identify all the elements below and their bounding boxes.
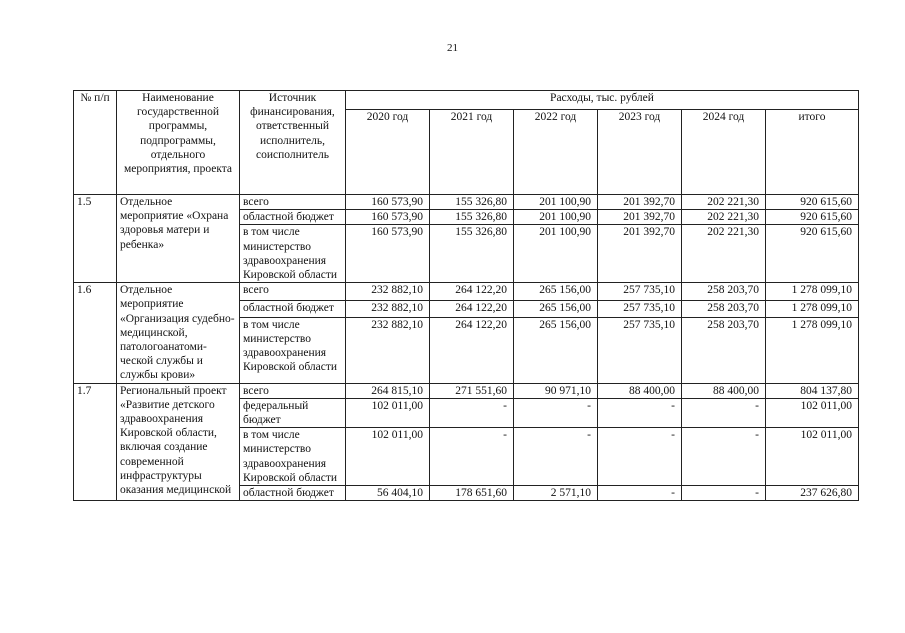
year-value: 271 551,60	[430, 383, 514, 398]
year-value: -	[430, 428, 514, 486]
year-value: -	[598, 428, 682, 486]
funding-source: всего	[240, 195, 346, 210]
total-value: 1 278 099,10	[766, 300, 859, 317]
year-value: 264 122,20	[430, 317, 514, 383]
year-value: 232 882,10	[346, 283, 430, 300]
year-value: 258 203,70	[682, 300, 766, 317]
total-value: 920 615,60	[766, 195, 859, 210]
funding-source: в том числе министерство здравоохранения Кировской области	[240, 428, 346, 486]
year-value: 265 156,00	[514, 283, 598, 300]
year-value: 201 392,70	[598, 210, 682, 225]
total-value: 1 278 099,10	[766, 317, 859, 383]
year-value: 264 122,20	[430, 283, 514, 300]
year-value: 201 392,70	[598, 195, 682, 210]
header-year: 2020 год	[346, 110, 430, 195]
year-value: -	[598, 398, 682, 427]
header-year: 2022 год	[514, 110, 598, 195]
year-value: -	[514, 398, 598, 427]
item-name: Региональный проект «Развитие детского здравоохранения Кировской области, включая создание современной инфраструктуры оказания медицинской	[117, 383, 240, 501]
year-value: 155 326,80	[430, 225, 514, 283]
year-value: 102 011,00	[346, 398, 430, 427]
year-value: 201 100,90	[514, 195, 598, 210]
item-name: Отдельное мероприятие «Охрана здоровья матери и ребенка»	[117, 195, 240, 283]
item-number: 1.6	[74, 283, 117, 383]
page-number: 21	[447, 42, 458, 54]
table-row	[74, 283, 859, 300]
total-value: 102 011,00	[766, 428, 859, 486]
year-value: -	[682, 398, 766, 427]
header-year: 2021 год	[430, 110, 514, 195]
year-value: -	[682, 428, 766, 486]
year-value: -	[598, 486, 682, 501]
year-value: 201 100,90	[514, 210, 598, 225]
item-number: 1.7	[74, 383, 117, 501]
year-value: 102 011,00	[346, 428, 430, 486]
year-value: 155 326,80	[430, 195, 514, 210]
year-value: 155 326,80	[430, 210, 514, 225]
year-value: -	[514, 428, 598, 486]
table-row	[74, 195, 859, 210]
funding-source: областной бюджет	[240, 486, 346, 501]
funding-source: федеральный бюджет	[240, 398, 346, 427]
year-value: 202 221,30	[682, 195, 766, 210]
header-year: 2023 год	[598, 110, 682, 195]
funding-source: всего	[240, 283, 346, 300]
header-program-name: Наименование государственной программы, подпрограммы, отдельного мероприятия, проекта	[117, 91, 240, 195]
year-value: 88 400,00	[682, 383, 766, 398]
header-expenses: Расходы, тыс. рублей	[346, 91, 859, 110]
header-row	[74, 91, 859, 110]
header-funding-source: Источник финансирования, ответственный исполнитель, соисполнитель	[240, 91, 346, 195]
funding-source: всего	[240, 383, 346, 398]
year-value: 264 122,20	[430, 300, 514, 317]
header-number: № п/п	[74, 91, 117, 195]
year-value: 160 573,90	[346, 225, 430, 283]
year-value: 160 573,90	[346, 210, 430, 225]
total-value: 920 615,60	[766, 210, 859, 225]
funding-source: областной бюджет	[240, 300, 346, 317]
year-value: 201 392,70	[598, 225, 682, 283]
header-total: итого	[766, 110, 859, 195]
year-value: 264 815,10	[346, 383, 430, 398]
year-value: 90 971,10	[514, 383, 598, 398]
year-value: 2 571,10	[514, 486, 598, 501]
total-value: 102 011,00	[766, 398, 859, 427]
year-value: 232 882,10	[346, 300, 430, 317]
year-value: 202 221,30	[682, 210, 766, 225]
budget-table	[73, 90, 859, 501]
total-value: 804 137,80	[766, 383, 859, 398]
year-value: 202 221,30	[682, 225, 766, 283]
year-value: 160 573,90	[346, 195, 430, 210]
total-value: 237 626,80	[766, 486, 859, 501]
year-value: -	[430, 398, 514, 427]
item-number: 1.5	[74, 195, 117, 283]
year-value: 201 100,90	[514, 225, 598, 283]
year-value: 258 203,70	[682, 317, 766, 383]
funding-source: в том числе министерство здравоохранения Кировской области	[240, 317, 346, 383]
year-value: 56 404,10	[346, 486, 430, 501]
year-value: 178 651,60	[430, 486, 514, 501]
year-value: 88 400,00	[598, 383, 682, 398]
header-year: 2024 год	[682, 110, 766, 195]
funding-source: в том числе министерство здравоохранения Кировской области	[240, 225, 346, 283]
year-value: 265 156,00	[514, 300, 598, 317]
table-row	[74, 383, 859, 398]
item-name: Отдельное мероприятие «Организация судебно-медицинской, патологоанатоми-ческой службы и службы крови»	[117, 283, 240, 383]
total-value: 1 278 099,10	[766, 283, 859, 300]
year-value: 257 735,10	[598, 300, 682, 317]
year-value: 258 203,70	[682, 283, 766, 300]
year-value: 257 735,10	[598, 317, 682, 383]
year-value: -	[682, 486, 766, 501]
year-value: 232 882,10	[346, 317, 430, 383]
total-value: 920 615,60	[766, 225, 859, 283]
funding-source: областной бюджет	[240, 210, 346, 225]
year-value: 265 156,00	[514, 317, 598, 383]
year-value: 257 735,10	[598, 283, 682, 300]
